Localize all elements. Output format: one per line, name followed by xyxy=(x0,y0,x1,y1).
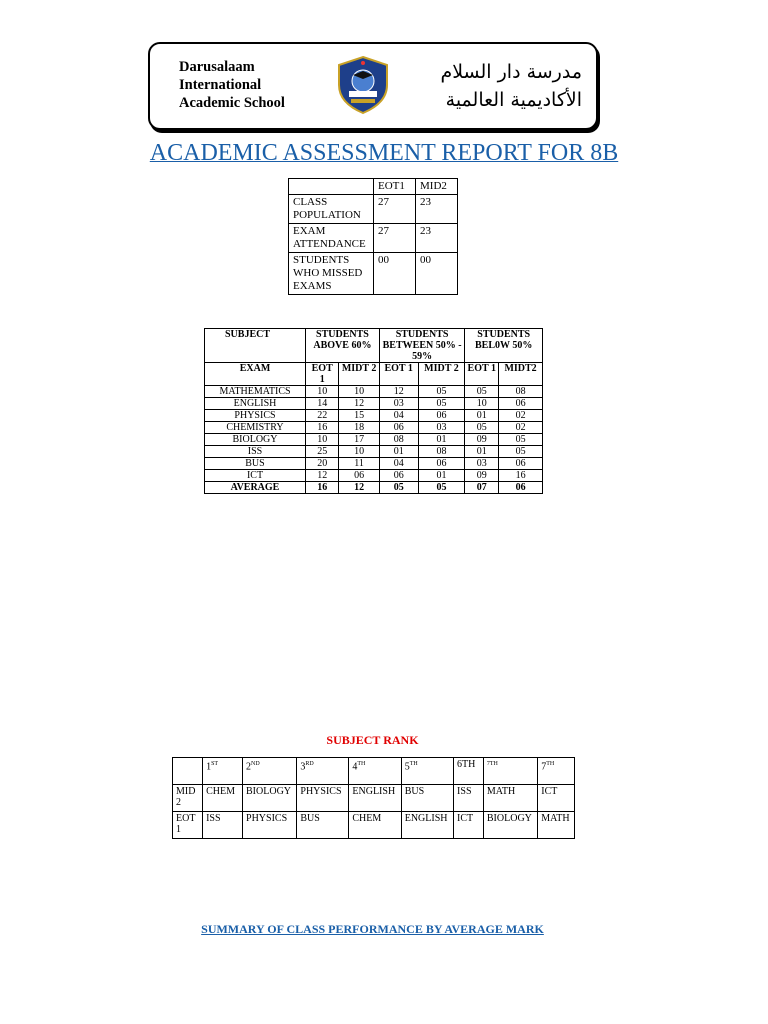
header-cell: MIDT2 xyxy=(499,363,543,386)
table-cell: 27 xyxy=(374,195,416,224)
table-row xyxy=(205,434,543,446)
table-row xyxy=(173,785,575,812)
header-cell: STUDENTS ABOVE 60% xyxy=(306,329,380,363)
rank-header-cell: 1ST xyxy=(203,758,243,785)
table-cell: 01 xyxy=(379,446,418,458)
table-cell: 12 xyxy=(339,398,379,410)
table-cell: 08 xyxy=(418,446,465,458)
header-cell: MIDT 2 xyxy=(339,363,379,386)
table-cell: 10 xyxy=(306,434,339,446)
school-name-line2: International xyxy=(179,77,262,93)
table-cell: 18 xyxy=(339,422,379,434)
table-cell: BIOLOGY xyxy=(243,785,297,812)
subject-name: PHYSICS xyxy=(205,410,306,422)
table-cell: 09 xyxy=(465,434,499,446)
table-cell: 05 xyxy=(418,482,465,494)
table-cell: 16 xyxy=(306,422,339,434)
table-cell: 16 xyxy=(306,482,339,494)
table-cell: 08 xyxy=(379,434,418,446)
table-cell: 23 xyxy=(416,195,458,224)
subject-name: BUS xyxy=(205,458,306,470)
report-title: ACADEMIC ASSESSMENT REPORT FOR 8B xyxy=(149,140,619,166)
table-row xyxy=(205,446,543,458)
table-cell: 00 xyxy=(416,253,458,295)
table-row xyxy=(205,458,543,470)
school-banner xyxy=(148,42,598,130)
table-cell: 10 xyxy=(339,386,379,398)
rank-header-cell: 5TH xyxy=(401,758,453,785)
table-cell: 23 xyxy=(416,224,458,253)
table-cell: 10 xyxy=(306,386,339,398)
school-crest-icon xyxy=(333,55,393,115)
table-row xyxy=(289,224,458,253)
table-cell: MATH xyxy=(538,812,575,839)
table-cell: 05 xyxy=(499,434,543,446)
table-cell: 10 xyxy=(465,398,499,410)
header-cell: STUDENTS BEL0W 50% xyxy=(465,329,543,363)
table-cell: MATH xyxy=(483,785,537,812)
school-name-arabic xyxy=(440,58,582,114)
table-cell: ISS xyxy=(203,812,243,839)
rank-header-cell: 3RD xyxy=(297,758,349,785)
table-cell: 05 xyxy=(418,398,465,410)
table-cell: 12 xyxy=(379,386,418,398)
population-table xyxy=(288,178,458,295)
subject-name: ICT xyxy=(205,470,306,482)
table-cell: 05 xyxy=(465,386,499,398)
school-name-line3: Academic School xyxy=(179,95,285,111)
table-cell: BUS xyxy=(401,785,453,812)
table-cell: 10 xyxy=(339,446,379,458)
table-row xyxy=(289,195,458,224)
rank-header-cell: 6TH xyxy=(454,758,484,785)
header-cell: STUDENTS BETWEEN 50% - 59% xyxy=(379,329,464,363)
table-cell: ICT xyxy=(538,785,575,812)
table-cell: 27 xyxy=(374,224,416,253)
table-cell: 03 xyxy=(379,398,418,410)
table-cell: 05 xyxy=(379,482,418,494)
header-cell: EOT 1 xyxy=(465,363,499,386)
table-cell: ICT xyxy=(454,812,484,839)
table-cell: ENGLISH xyxy=(349,785,401,812)
table-cell: PHYSICS xyxy=(243,812,297,839)
header-cell: MIDT 2 xyxy=(418,363,465,386)
header-cell: EOT 1 xyxy=(379,363,418,386)
table-cell: 03 xyxy=(465,458,499,470)
table-cell: CHEM xyxy=(203,785,243,812)
table-cell: 06 xyxy=(379,470,418,482)
table-row xyxy=(205,363,543,386)
table-cell: 06 xyxy=(499,398,543,410)
rank-header-cell: 7TH xyxy=(538,758,575,785)
table-cell: 04 xyxy=(379,410,418,422)
table-cell: 01 xyxy=(465,446,499,458)
subject-performance-table xyxy=(204,328,543,494)
rank-header-cell: 4TH xyxy=(349,758,401,785)
school-name-english xyxy=(179,58,285,112)
rank-header-cell: 7TH xyxy=(483,758,537,785)
table-cell: 06 xyxy=(379,422,418,434)
table-cell: 05 xyxy=(465,422,499,434)
table-cell: 03 xyxy=(418,422,465,434)
header-cell: EXAM xyxy=(205,363,306,386)
table-cell: 15 xyxy=(339,410,379,422)
table-row xyxy=(205,329,543,363)
table-cell: 22 xyxy=(306,410,339,422)
table-cell: ENGLISH xyxy=(401,812,453,839)
header-cell: EOT 1 xyxy=(306,363,339,386)
table-cell: 12 xyxy=(339,482,379,494)
row-label: CLASS POPULATION xyxy=(289,195,374,224)
table-row xyxy=(205,470,543,482)
row-label: MID 2 xyxy=(173,785,203,812)
header-cell xyxy=(289,179,374,195)
header-cell: MID2 xyxy=(416,179,458,195)
subject-rank-table xyxy=(172,757,575,839)
header-cell: SUBJECT xyxy=(205,329,306,363)
table-row xyxy=(205,410,543,422)
school-name-ar-line2: الأكاديمية العالمية xyxy=(445,89,582,111)
row-label: EOT 1 xyxy=(173,812,203,839)
table-cell: 02 xyxy=(499,410,543,422)
table-row xyxy=(205,386,543,398)
table-cell: 06 xyxy=(339,470,379,482)
table-cell: 00 xyxy=(374,253,416,295)
table-cell: 01 xyxy=(418,434,465,446)
table-cell: 11 xyxy=(339,458,379,470)
table-cell: 01 xyxy=(418,470,465,482)
table-cell: 05 xyxy=(499,446,543,458)
table-cell: 17 xyxy=(339,434,379,446)
table-cell: 09 xyxy=(465,470,499,482)
header-cell: EOT1 xyxy=(374,179,416,195)
table-cell: 06 xyxy=(418,410,465,422)
table-cell: 08 xyxy=(499,386,543,398)
subject-rank-title: SUBJECT RANK xyxy=(326,733,419,747)
subject-name: MATHEMATICS xyxy=(205,386,306,398)
table-cell: 12 xyxy=(306,470,339,482)
table-cell: BUS xyxy=(297,812,349,839)
table-cell: 07 xyxy=(465,482,499,494)
summary-title: SUMMARY OF CLASS PERFORMANCE BY AVERAGE MARK xyxy=(201,922,544,936)
table-cell: 16 xyxy=(499,470,543,482)
rank-header-cell: 2ND xyxy=(243,758,297,785)
table-cell: 20 xyxy=(306,458,339,470)
table-cell: CHEM xyxy=(349,812,401,839)
subject-name: BIOLOGY xyxy=(205,434,306,446)
table-row xyxy=(173,758,575,785)
table-cell: 06 xyxy=(499,482,543,494)
subject-name: CHEMISTRY xyxy=(205,422,306,434)
table-cell: 06 xyxy=(499,458,543,470)
school-name-line1: Darusalaam xyxy=(179,59,255,75)
table-cell: PHYSICS xyxy=(297,785,349,812)
table-cell: BIOLOGY xyxy=(483,812,537,839)
table-cell: 14 xyxy=(306,398,339,410)
row-label: STUDENTS WHO MISSED EXAMS xyxy=(289,253,374,295)
table-row xyxy=(205,422,543,434)
table-cell: 04 xyxy=(379,458,418,470)
table-cell: 02 xyxy=(499,422,543,434)
table-row xyxy=(289,253,458,295)
table-cell: 05 xyxy=(418,386,465,398)
school-name-ar-line1: مدرسة دار السلام xyxy=(440,61,582,83)
table-cell: 25 xyxy=(306,446,339,458)
table-cell: ISS xyxy=(454,785,484,812)
table-row xyxy=(205,398,543,410)
row-label: EXAM ATTENDANCE xyxy=(289,224,374,253)
subject-name: AVERAGE xyxy=(205,482,306,494)
table-cell: 06 xyxy=(418,458,465,470)
header-cell xyxy=(173,758,203,785)
table-row xyxy=(205,482,543,494)
table-row xyxy=(173,812,575,839)
subject-name: ISS xyxy=(205,446,306,458)
subject-name: ENGLISH xyxy=(205,398,306,410)
table-row xyxy=(289,179,458,195)
table-cell: 01 xyxy=(465,410,499,422)
